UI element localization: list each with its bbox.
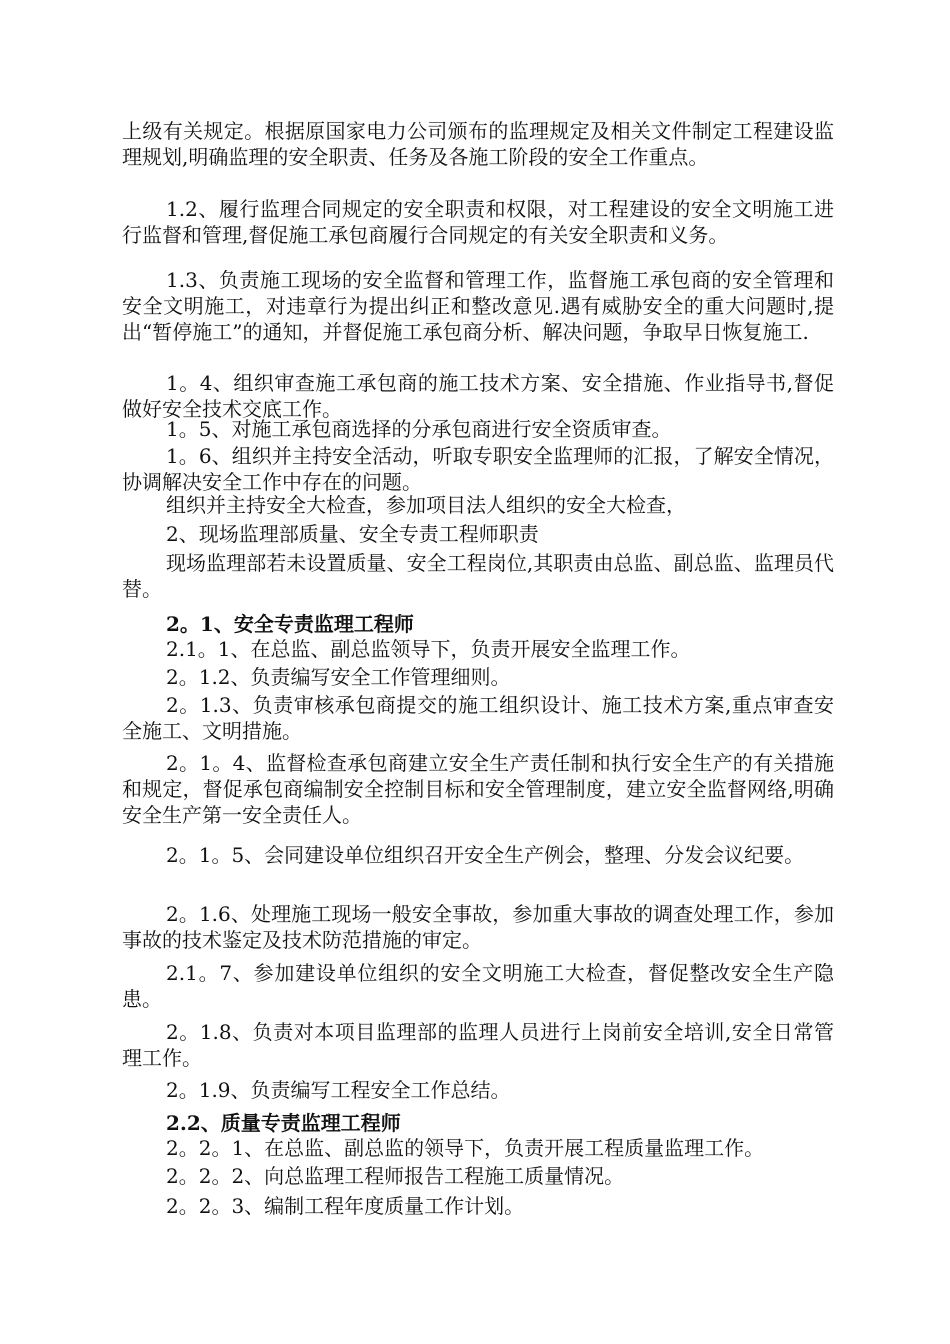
paragraph-1-5: 1。5、对施工承包商选择的分承包商进行安全资质审查。: [166, 417, 672, 441]
paragraph-2-1-6: 2。1.6、处理施工现场一般安全事故，参加重大事故的调查处理工作，参加事故的技术鉴定及技术防范措施的审定。: [122, 902, 834, 952]
paragraph-section-2-note: 现场监理部若未设置质量、安全工程岗位,其职责由总监、副总监、监理员代替。: [122, 551, 834, 601]
paragraph-2-1-7: 2.1。7、参加建设单位组织的安全文明施工大检查，督促整改安全生产隐患。: [122, 961, 834, 1011]
paragraph-2-1-3: 2。1.3、负责审核承包商提交的施工组织设计、施工技术方案,重点审查安全施工、文明措施。: [122, 693, 834, 743]
paragraph-2-1-4: 2。1。4、监督检查承包商建立安全生产责任制和执行安全生产的有关措施和规定，督促承包商编制安全控制目标和安全管理制度，建立安全监督网络,明确安全生产第一安全责任人。: [122, 751, 834, 827]
paragraph-2-1-1: 2.1。1、在总监、副总监领导下，负责开展安全监理工作。: [166, 637, 691, 661]
heading-2-2: 2.2、质量专责监理工程师: [166, 1111, 401, 1135]
heading-2-1: 2。1、安全专责监理工程师: [166, 612, 414, 636]
paragraph-intro: 上级有关规定。根据原国家电力公司颁布的监理规定及相关文件制定工程建设监理规划,明确监理的安全职责、任务及各施工阶段的安全工作重点。: [122, 119, 834, 169]
paragraph-2-1-5: 2。1。5、会同建设单位组织召开安全生产例会，整理、分发会议纪要。: [166, 843, 805, 867]
paragraph-1-3: 1.3、负责施工现场的安全监督和管理工作，监督施工承包商的安全管理和安全文明施工，对违章行为提出纠正和整改意见.遇有威胁安全的重大问题时,提出“暂停施工”的通知，并督促施工承包商分析、解决问题，争取早日恢复施工.: [122, 268, 834, 344]
paragraph-2-2-1: 2。2。1、在总监、副总监的领导下，负责开展工程质量监理工作。: [166, 1136, 765, 1160]
paragraph-2-2-3: 2。2。3、编制工程年度质量工作计划。: [166, 1194, 525, 1218]
paragraph-2-2-2: 2。2。2、向总监理工程师报告工程施工质量情况。: [166, 1164, 625, 1188]
paragraph-1-6: 1。6、组织并主持安全活动，听取专职安全监理师的汇报，了解安全情况，协调解决安全工作中存在的问题。: [122, 444, 834, 494]
paragraph-1-4: 1。4、组织审查施工承包商的施工技术方案、安全措施、作业指导书,督促做好安全技术交底工作。: [122, 371, 834, 421]
paragraph-1-2: 1.2、履行监理合同规定的安全职责和权限，对工程建设的安全文明施工进行监督和管理,督促施工承包商履行合同规定的有关安全职责和义务。: [122, 197, 834, 247]
paragraph-safety-inspection: 组织并主持安全大检查，参加项目法人组织的安全大检查，: [166, 493, 686, 517]
paragraph-2-1-8: 2。1.8、负责对本项目监理部的监理人员进行上岗前安全培训,安全日常管理工作。: [122, 1020, 834, 1070]
paragraph-2-1-9: 2。1.9、负责编写工程安全工作总结。: [166, 1078, 511, 1102]
paragraph-section-2: 2、现场监理部质量、安全专责工程师职责: [166, 522, 539, 546]
paragraph-2-1-2: 2。1.2、负责编写安全工作管理细则。: [166, 665, 511, 689]
